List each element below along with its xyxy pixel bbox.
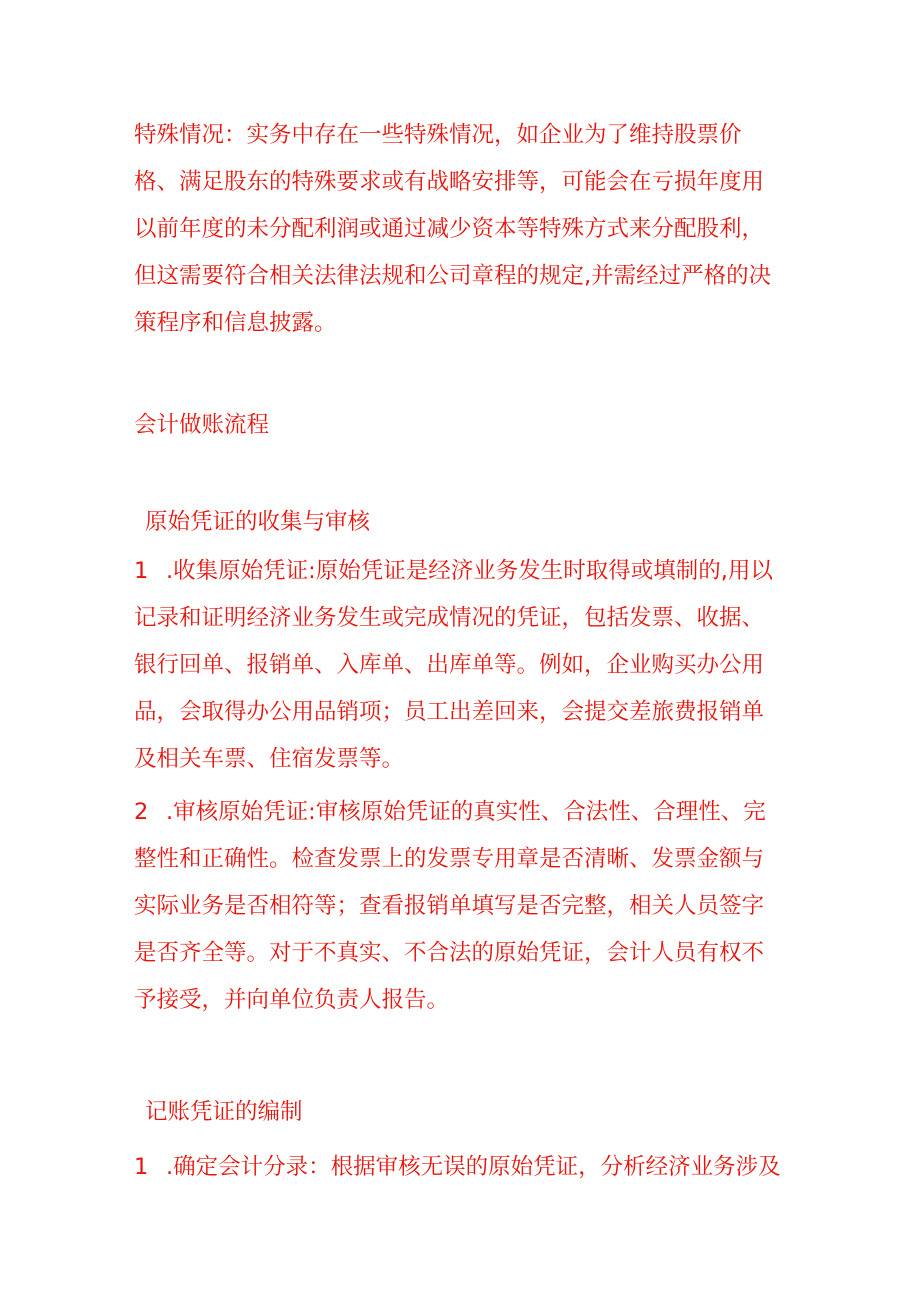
special-situation-paragraph	[134, 112, 794, 347]
list-item-determine-entries	[134, 1144, 794, 1191]
list-item-text: .收集原始凭证:原始凭证是经济业务发生时取得或填制的,用以	[166, 558, 773, 584]
subsection-title-original-voucher: 原始凭证的收集与审核	[145, 509, 371, 535]
paragraph-line: 策程序和信息披露。	[134, 310, 337, 336]
list-item-text: .确定会计分录：根据审核无误的原始凭证，分析经济业务涉及	[166, 1154, 781, 1180]
list-item-line: 整性和正确性。检查发票上的发票专用章是否清晰、发票金额与	[134, 846, 765, 872]
list-item-line: 实际业务是否相符等；查看报销单填写是否完整，相关人员签字	[134, 893, 765, 919]
list-item-collect-vouchers	[134, 548, 794, 783]
list-item-first-line	[134, 1144, 794, 1191]
list-item-first-line	[134, 548, 794, 595]
list-item-text: .审核原始凭证:审核原始凭证的真实性、合法性、合理性、完	[166, 799, 766, 825]
list-item-line: 是否齐全等。对于不真实、不合法的原始凭证，会计人员有权不	[134, 940, 765, 966]
list-item-line: 记录和证明经济业务发生或完成情况的凭证，包括发票、收据、	[134, 605, 765, 631]
list-item-number: 2	[134, 799, 149, 825]
subsection-title-bookkeeping-voucher: 记账凭证的编制	[145, 1099, 303, 1125]
list-item-line: 银行回单、报销单、入库单、出库单等。例如，企业购买办公用	[134, 652, 765, 678]
paragraph-line: 但这需要符合相关法律法规和公司章程的规定,并需经过严格的决	[134, 263, 772, 289]
list-item-number: 1	[134, 558, 149, 584]
list-item-number: 1	[134, 1154, 149, 1180]
list-item-line: 予接受，并向单位负责人报告。	[134, 987, 450, 1013]
list-item-audit-vouchers	[134, 789, 794, 1024]
section-title: 会计做账流程	[134, 412, 270, 438]
list-item-line: 及相关车票、住宿发票等。	[134, 746, 405, 772]
paragraph-line: 以前年度的未分配利润或通过减少资本等特殊方式来分配股利，	[134, 216, 765, 242]
paragraph-line: 格、满足股东的特殊要求或有战略安排等，可能会在亏损年度用	[134, 169, 765, 195]
list-item-first-line	[134, 789, 794, 836]
list-item-line: 品，会取得办公用品销项；员工出差回来，会提交差旅费报销单	[134, 699, 765, 725]
paragraph-line: 特殊情况：实务中存在一些特殊情况，如企业为了维持股票价	[134, 122, 742, 148]
